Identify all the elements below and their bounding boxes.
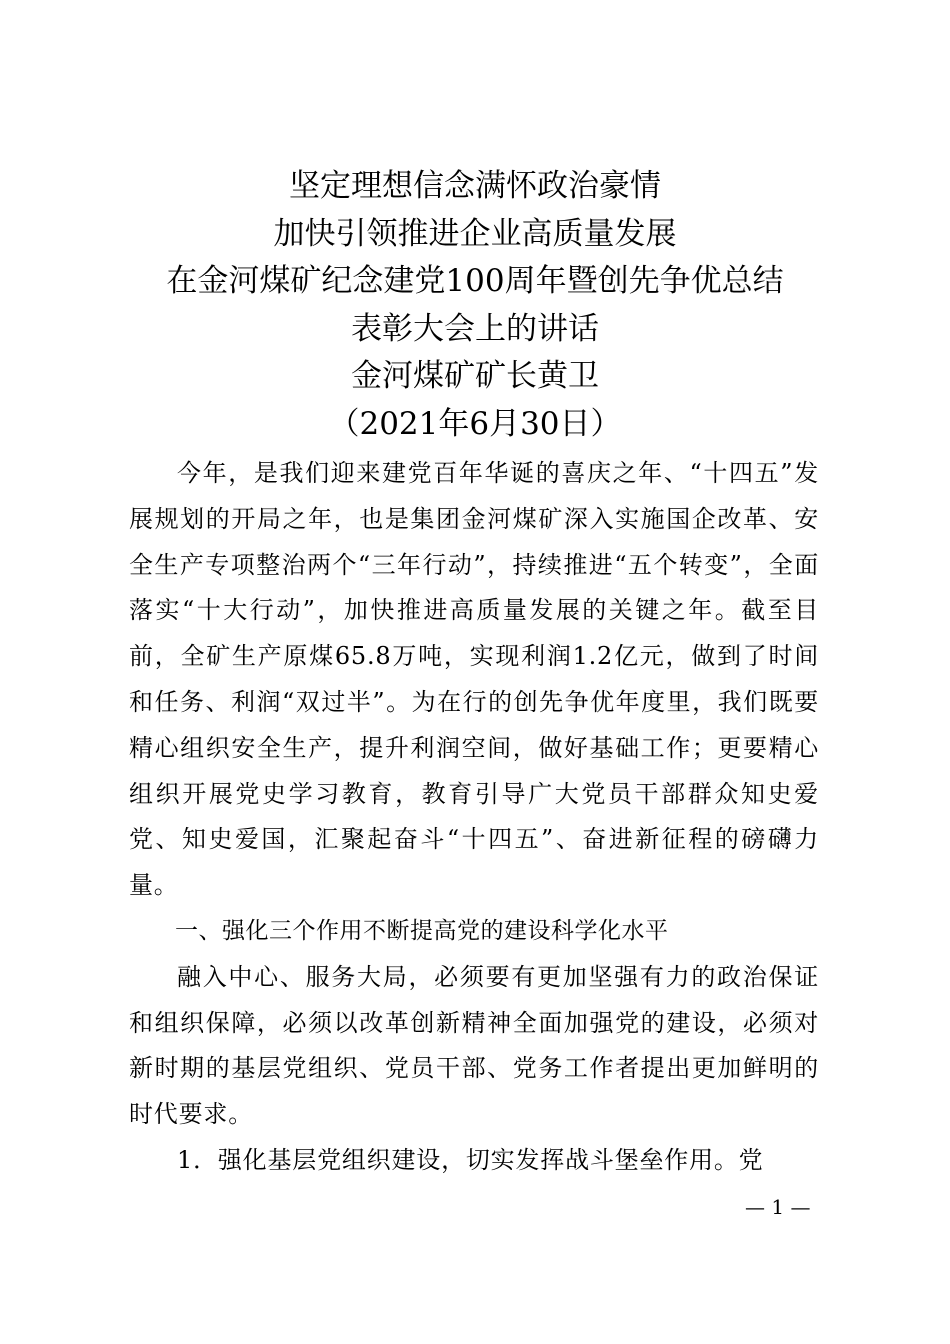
speaker-line: 金河煤矿矿长黄卫 [351, 358, 599, 395]
speech-body [129, 451, 819, 1184]
item-1-paragraph: 1．强化基层党组织建设，切实发挥战斗堡垒作用。党 [177, 1145, 764, 1174]
section-heading-1: 一、强化三个作用不断提高党的建设科学化水平 [175, 917, 669, 944]
title-line-4: 表彰大会上的讲话 [351, 310, 599, 347]
date-line: （2021年6月30日） [328, 405, 622, 442]
page-number: — 1 — [745, 1195, 811, 1219]
intro-paragraph: 今年，是我们迎来建党百年华诞的喜庆之年、“十四五”发展规划的开局之年，也是集团金河煤矿深入实施国企改革、安全生产专项整治两个“三年行动”，持续推进“五个转变”，全面落实“十大行动”，加快推进高质量发展的关键之年。截至目前，全矿生产原煤65.8万吨，实现利润1.2亿元，做到了时间和任务、利润“双过半”。为在行的创先争优年度里，我们既要精心组织安全生产，提升利润空间，做好基础工作；更要精心组织开展党史学习教育，教育引导广大党员干部群众知史爱党、知史爱国，汇聚起奋斗“十四五”、奋进新征程的磅礴力量。 [129, 459, 819, 900]
section-1-paragraph: 融入中心、服务大局，必须要有更加坚强有力的政治保证和组织保障，必须以改革创新精神全面加强党的建设，必须对新时期的基层党组织、党员干部、党务工作者提出更加鲜明的时代要求。 [129, 962, 819, 1129]
title-line-3: 在金河煤矿纪念建党100周年暨创先争优总结 [166, 263, 784, 300]
title-line-1: 坚定理想信念满怀政治豪情 [289, 168, 661, 204]
title-line-2: 加快引领推进企业高质量发展 [273, 215, 677, 252]
title-block [100, 163, 850, 449]
